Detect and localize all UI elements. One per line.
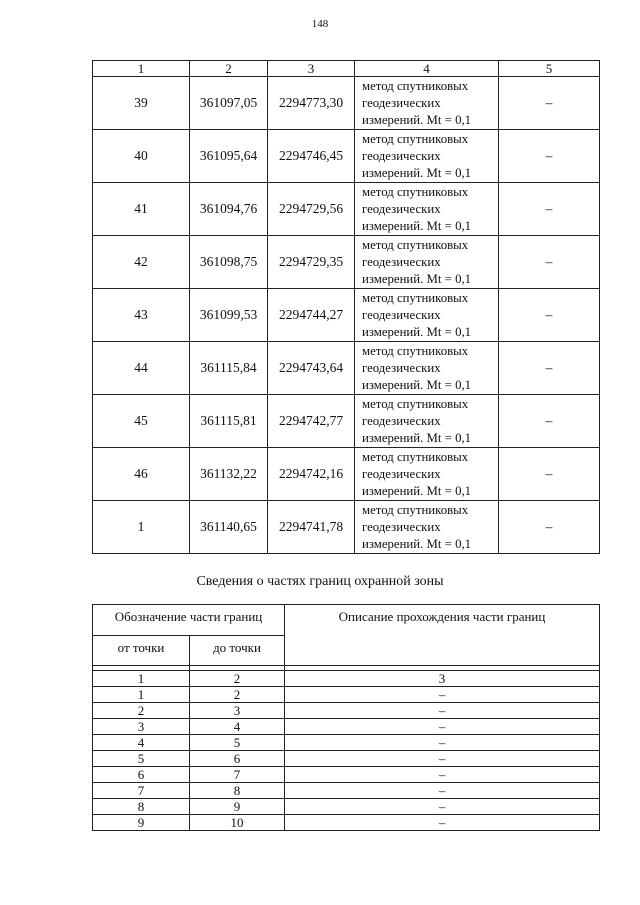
x-coordinate: 361099,53 bbox=[190, 289, 268, 342]
method-line: измерений. Mt = 0,1 bbox=[362, 536, 472, 551]
to-point: 7 bbox=[190, 767, 285, 783]
method-line: геодезических bbox=[362, 519, 441, 534]
method bbox=[355, 77, 499, 130]
to-point: 4 bbox=[190, 719, 285, 735]
from-point: 2 bbox=[93, 703, 190, 719]
x-coordinate: 361097,05 bbox=[190, 77, 268, 130]
method-line: геодезических bbox=[362, 413, 441, 428]
method bbox=[355, 289, 499, 342]
method-line: измерений. Mt = 0,1 bbox=[362, 165, 472, 180]
x-coordinate: 361115,81 bbox=[190, 395, 268, 448]
col5-value: – bbox=[499, 77, 600, 130]
method-line: геодезических bbox=[362, 254, 441, 269]
point-number: 40 bbox=[93, 130, 190, 183]
method-line: метод спутниковых bbox=[362, 290, 469, 305]
method-line: измерений. Mt = 0,1 bbox=[362, 324, 472, 339]
boundary-part-row bbox=[93, 815, 600, 831]
boundary-part-row bbox=[93, 751, 600, 767]
to-point: 2 bbox=[190, 687, 285, 703]
y-coordinate: 2294746,45 bbox=[268, 130, 355, 183]
boundary-part-row bbox=[93, 767, 600, 783]
y-coordinate: 2294742,16 bbox=[268, 448, 355, 501]
point-number: 41 bbox=[93, 183, 190, 236]
part-description: – bbox=[285, 703, 600, 719]
page-number: 148 bbox=[311, 18, 329, 30]
coordinate-row bbox=[93, 130, 600, 183]
part-description: – bbox=[285, 799, 600, 815]
section-title: Сведения о частях границ охранной зоны bbox=[196, 574, 444, 589]
part-description: – bbox=[285, 815, 600, 831]
y-coordinate: 2294744,27 bbox=[268, 289, 355, 342]
method-line: метод спутниковых bbox=[362, 78, 469, 93]
method-line: геодезических bbox=[362, 360, 441, 375]
method-line: измерений. Mt = 0,1 bbox=[362, 218, 472, 233]
point-number: 45 bbox=[93, 395, 190, 448]
col5-value: – bbox=[499, 448, 600, 501]
point-number: 42 bbox=[93, 236, 190, 289]
from-point: 4 bbox=[93, 735, 190, 751]
numbering-row bbox=[93, 671, 600, 687]
header-col-4: 4 bbox=[355, 61, 499, 77]
method-line: метод спутниковых bbox=[362, 184, 469, 199]
boundary-part-row bbox=[93, 687, 600, 703]
coordinate-row bbox=[93, 183, 600, 236]
to-point: 3 bbox=[190, 703, 285, 719]
designation-header: Обозначение части границ bbox=[93, 605, 285, 636]
from-point: 8 bbox=[93, 799, 190, 815]
method-line: геодезических bbox=[362, 307, 441, 322]
boundary-part-row bbox=[93, 703, 600, 719]
method bbox=[355, 448, 499, 501]
method-line: измерений. Mt = 0,1 bbox=[362, 112, 472, 127]
method-line: метод спутниковых bbox=[362, 396, 469, 411]
to-point: 8 bbox=[190, 783, 285, 799]
method-line: измерений. Mt = 0,1 bbox=[362, 430, 472, 445]
to-point-header: до точки bbox=[190, 636, 285, 666]
x-coordinate: 361098,75 bbox=[190, 236, 268, 289]
boundary-part-row bbox=[93, 719, 600, 735]
col5-value: – bbox=[499, 289, 600, 342]
numbering-cell: 3 bbox=[285, 671, 600, 687]
boundary-parts-table bbox=[92, 604, 600, 831]
x-coordinate: 361140,65 bbox=[190, 501, 268, 554]
method bbox=[355, 501, 499, 554]
to-point: 10 bbox=[190, 815, 285, 831]
method-line: метод спутниковых bbox=[362, 237, 469, 252]
to-point: 6 bbox=[190, 751, 285, 767]
col5-value: – bbox=[499, 236, 600, 289]
x-coordinate: 361094,76 bbox=[190, 183, 268, 236]
col5-value: – bbox=[499, 395, 600, 448]
method bbox=[355, 236, 499, 289]
y-coordinate: 2294742,77 bbox=[268, 395, 355, 448]
point-number: 44 bbox=[93, 342, 190, 395]
method-line: геодезических bbox=[362, 201, 441, 216]
y-coordinate: 2294773,30 bbox=[268, 77, 355, 130]
part-description: – bbox=[285, 767, 600, 783]
coordinates-header-row bbox=[93, 61, 600, 77]
method-line: метод спутниковых bbox=[362, 131, 469, 146]
boundary-part-row bbox=[93, 783, 600, 799]
col5-value: – bbox=[499, 342, 600, 395]
boundary-part-row bbox=[93, 735, 600, 751]
from-point: 3 bbox=[93, 719, 190, 735]
y-coordinate: 2294743,64 bbox=[268, 342, 355, 395]
method bbox=[355, 342, 499, 395]
from-point: 6 bbox=[93, 767, 190, 783]
coordinate-row bbox=[93, 289, 600, 342]
col5-value: – bbox=[499, 130, 600, 183]
from-point: 7 bbox=[93, 783, 190, 799]
header-col-2: 2 bbox=[190, 61, 268, 77]
method bbox=[355, 183, 499, 236]
part-description: – bbox=[285, 783, 600, 799]
y-coordinate: 2294729,56 bbox=[268, 183, 355, 236]
coordinate-row bbox=[93, 77, 600, 130]
to-point: 9 bbox=[190, 799, 285, 815]
method-line: геодезических bbox=[362, 148, 441, 163]
header-col-1: 1 bbox=[93, 61, 190, 77]
part-description: – bbox=[285, 719, 600, 735]
x-coordinate: 361095,64 bbox=[190, 130, 268, 183]
coordinate-row bbox=[93, 501, 600, 554]
parts-header-row-1 bbox=[93, 605, 600, 636]
from-point: 1 bbox=[93, 687, 190, 703]
method-line: измерений. Mt = 0,1 bbox=[362, 271, 472, 286]
part-description: – bbox=[285, 751, 600, 767]
numbering-cell: 2 bbox=[190, 671, 285, 687]
coordinate-row bbox=[93, 395, 600, 448]
method-line: геодезических bbox=[362, 95, 441, 110]
method-line: метод спутниковых bbox=[362, 502, 469, 517]
boundary-part-row bbox=[93, 799, 600, 815]
coordinate-row bbox=[93, 342, 600, 395]
point-number: 43 bbox=[93, 289, 190, 342]
point-number: 39 bbox=[93, 77, 190, 130]
to-point: 5 bbox=[190, 735, 285, 751]
y-coordinate: 2294741,78 bbox=[268, 501, 355, 554]
method-line: измерений. Mt = 0,1 bbox=[362, 483, 472, 498]
x-coordinate: 361115,84 bbox=[190, 342, 268, 395]
coordinate-row bbox=[93, 236, 600, 289]
coordinate-row bbox=[93, 448, 600, 501]
from-point-header: от точки bbox=[93, 636, 190, 666]
method-line: метод спутниковых bbox=[362, 343, 469, 358]
method-line: геодезических bbox=[362, 466, 441, 481]
header-col-5: 5 bbox=[499, 61, 600, 77]
numbering-cell: 1 bbox=[93, 671, 190, 687]
method bbox=[355, 395, 499, 448]
from-point: 9 bbox=[93, 815, 190, 831]
description-header: Описание прохождения части границ bbox=[285, 605, 600, 666]
col5-value: – bbox=[499, 501, 600, 554]
col5-value: – bbox=[499, 183, 600, 236]
part-description: – bbox=[285, 735, 600, 751]
x-coordinate: 361132,22 bbox=[190, 448, 268, 501]
header-col-3: 3 bbox=[268, 61, 355, 77]
y-coordinate: 2294729,35 bbox=[268, 236, 355, 289]
point-number: 46 bbox=[93, 448, 190, 501]
method-line: метод спутниковых bbox=[362, 449, 469, 464]
coordinates-table bbox=[92, 60, 600, 554]
method bbox=[355, 130, 499, 183]
point-number: 1 bbox=[93, 501, 190, 554]
method-line: измерений. Mt = 0,1 bbox=[362, 377, 472, 392]
from-point: 5 bbox=[93, 751, 190, 767]
part-description: – bbox=[285, 687, 600, 703]
